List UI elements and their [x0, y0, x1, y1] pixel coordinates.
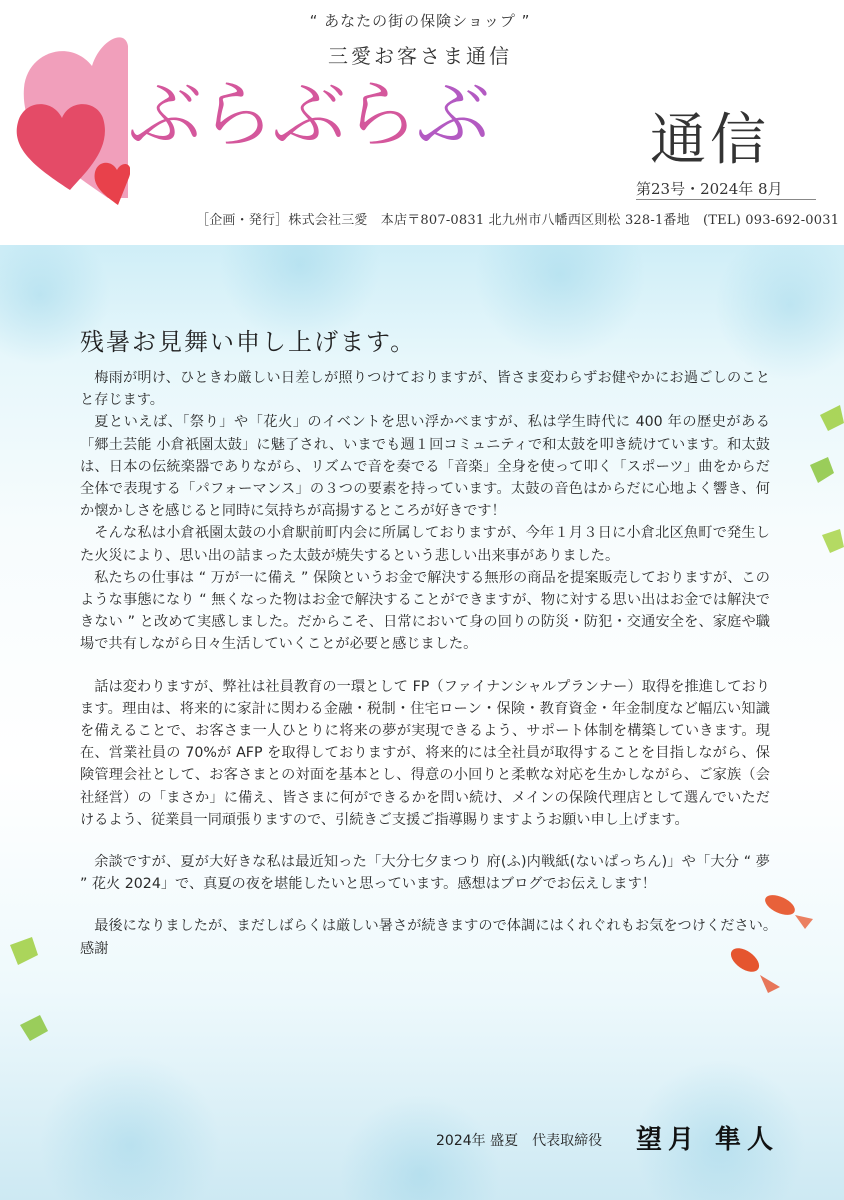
- paragraph: そんな私は小倉祇園太鼓の小倉駅前町内会に所属しておりますが、今年１月３日に小倉北区魚町で発生した火災により、思い出の詰まった太鼓が焼失するという悲しい出来事がありました。: [80, 525, 770, 564]
- letter-area: [0, 245, 844, 1200]
- issue-number: 第23号・2024年 8月: [636, 180, 783, 198]
- brand-title-part2: ぶ: [416, 72, 488, 158]
- publisher-info: ［企画・発行］株式会社三愛 本店〒807-0831 北九州市八幡西区則松 328-1番地 (TEL) 093-692-0031: [196, 213, 840, 228]
- closing-line: 2024年 盛夏 代表取締役: [436, 1133, 603, 1149]
- tiny-heart-icon: [95, 163, 130, 205]
- signature: 望月 隼人: [636, 1125, 780, 1155]
- paragraph: 梅雨が明け、ひときわ厳しい日差しが照りつけておりますが、皆さま変わらずお健やかにお過ごしのことと存じます。: [80, 370, 770, 409]
- brand-suffix: 通信: [650, 108, 770, 173]
- paragraph: 話は変わりますが、弊社は社員教育の一環として FP（ファイナンシャルプランナー）取得を推進しております。理由は、将来的に家計に関わる金融・税制・住宅ローン・保険・教育資金・年金制度など幅広い知識を備えることで、お客さま一人ひとりに将来の夢が実現できるよう、サポート体制を構築していきます。現在、営業社員の 70%が AFP を取得しておりますが、将来的には全社員が取得することを目指しながら、保険管理会社として、お客さまとの対面を基本とし、得意の小回りと柔軟な対応を生かしながら、ご家族（会社経営）の「まさか」に備え、皆さまに何ができるかを問い続け、メインの保険代理店として選んでいただけるよう、従業員一同頑張りますので、引続きご支援ご指導賜りますようお願い申し上げます。: [80, 678, 770, 828]
- hearts-logo: [0, 0, 130, 215]
- brand-title: [128, 70, 488, 160]
- header: [0, 0, 844, 245]
- letter-body: [80, 367, 785, 960]
- brand-title-part1: ぶらぶら: [128, 72, 416, 158]
- subtitle: 三愛お客さま通信: [328, 44, 512, 68]
- paragraph: 夏といえば、「祭り」や「花火」のイベントを思い浮かべますが、私は学生時代に 400 年の歴史がある「郷土芸能 小倉祇園太鼓」に魅了され、いまでも週１回コミュニティで和太鼓を叩き続けています。和太鼓は、日本の伝統楽器でありながら、リズムで音を奏でる「音楽」全身を使って叩く「スポーツ」曲をからだ全体で表現する「パフォーマンス」の３つの要素を持っています。太鼓の音色はからだに心地よく響き、何か懐かしさを感じると同時に気持ちが高揚するところが好きです！: [80, 414, 770, 520]
- letter-heading: 残暑お見舞い申し上げます。: [80, 328, 417, 356]
- paragraph: 最後になりましたが、まだしばらくは厳しい暑さが続きますので体調にはくれぐれもお気をつけください。 感謝: [80, 918, 785, 957]
- tagline: “ あなたの街の保険ショップ ”: [309, 12, 531, 30]
- paragraph: 余談ですが、夏が大好きな私は最近知った「大分七夕まつり 府(ふ)内戦紙(ないぱっちん)」や「大分 “ 夢 ” 花火 2024」で、真夏の夜を堪能したいと思っています。感想はブログでお伝えします！: [80, 854, 770, 893]
- paragraph: 私たちの仕事は “ 万が一に備え ” 保険というお金で解決する無形の商品を提案販売しておりますが、このような事態になり “ 無くなった物はお金で解決することができますが、物に対する思い出はお金では解決できない ” と改めて実感しました。だからこそ、日常において身の回りの防災・防犯・交通安全を、家庭や職場で共有しながら日々生活していくことが必要と感じました。: [80, 569, 770, 653]
- issue-divider: [636, 199, 816, 200]
